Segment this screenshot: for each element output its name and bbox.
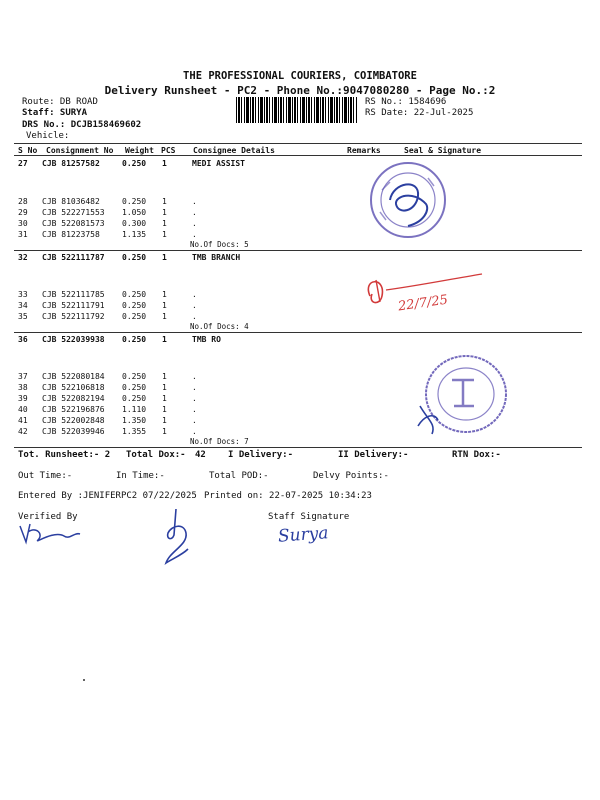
row-dot: . bbox=[192, 394, 197, 403]
row-sno: 27 bbox=[18, 159, 28, 168]
entered-by-signature bbox=[158, 505, 198, 567]
col-header-pcs: PCS bbox=[161, 146, 176, 155]
row-sno: 29 bbox=[18, 208, 28, 217]
row-weight: 0.250 bbox=[122, 290, 147, 299]
row-cno: CJB 522082194 bbox=[42, 394, 105, 403]
col-header-consignment: Consignment No bbox=[46, 146, 114, 155]
row-sno: 39 bbox=[18, 394, 28, 403]
entered-by: Entered By :JENIFERPC2 07/22/2025 bbox=[18, 491, 197, 501]
tmb-ro-stamp bbox=[414, 350, 514, 440]
row-pcs: 1 bbox=[162, 159, 167, 168]
printed-on: Printed on: 22-07-2025 10:34:23 bbox=[204, 491, 372, 501]
row-weight: 1.135 bbox=[122, 230, 147, 239]
row-pcs: 1 bbox=[162, 230, 167, 239]
medi-assist-stamp bbox=[368, 160, 448, 240]
row-pcs: 1 bbox=[162, 219, 167, 228]
row-sno: 40 bbox=[18, 405, 28, 414]
row-cno: CJB 81257582 bbox=[42, 159, 100, 168]
row-sno: 38 bbox=[18, 383, 28, 392]
company-title: THE PROFESSIONAL COURIERS, COIMBATORE bbox=[183, 70, 417, 82]
staff-signature: Surya bbox=[277, 523, 330, 547]
col-header-seal: Seal & Signature bbox=[404, 146, 482, 155]
stray-dot bbox=[83, 679, 85, 681]
row-pcs: 1 bbox=[162, 372, 167, 381]
docs-count: No.Of Docs: 5 bbox=[190, 240, 249, 249]
ii-delivery: II Delivery:- bbox=[338, 450, 409, 460]
row-cno: CJB 522080184 bbox=[42, 372, 105, 381]
row-cno: CJB 522111787 bbox=[42, 253, 105, 262]
row-weight: 0.250 bbox=[122, 159, 147, 168]
col-header-remarks: Remarks bbox=[347, 146, 381, 155]
row-sno: 42 bbox=[18, 427, 28, 436]
runsheet-subtitle: Delivery Runsheet - PC2 - Phone No.:9047080280 - Page No.:2 bbox=[104, 84, 496, 97]
row-dot: . bbox=[192, 427, 197, 436]
row-pcs: 1 bbox=[162, 394, 167, 403]
row-sno: 35 bbox=[18, 312, 28, 321]
row-cno: CJB 522196876 bbox=[42, 405, 105, 414]
row-cno: CJB 522106818 bbox=[42, 383, 105, 392]
barcode bbox=[236, 97, 358, 123]
row-sno: 41 bbox=[18, 416, 28, 425]
row-pcs: 1 bbox=[162, 312, 167, 321]
consignee-name: MEDI ASSIST bbox=[192, 159, 245, 168]
row-dot: . bbox=[192, 372, 197, 381]
docs-count: No.Of Docs: 7 bbox=[190, 437, 249, 446]
row-pcs: 1 bbox=[162, 416, 167, 425]
row-cno: CJB 81223758 bbox=[42, 230, 100, 239]
row-pcs: 1 bbox=[162, 301, 167, 310]
row-weight: 0.250 bbox=[122, 394, 147, 403]
vehicle-label: Vehicle: bbox=[26, 131, 70, 141]
row-dot: . bbox=[192, 208, 197, 217]
handwritten-date: 22/7/25 bbox=[397, 292, 449, 315]
row-pcs: 1 bbox=[162, 290, 167, 299]
row-dot: . bbox=[192, 383, 197, 392]
total-dox-label: Total Dox:- bbox=[126, 450, 186, 460]
row-pcs: 1 bbox=[162, 383, 167, 392]
row-sno: 37 bbox=[18, 372, 28, 381]
col-header-consignee: Consignee Details bbox=[193, 146, 275, 155]
docs-count: No.Of Docs: 4 bbox=[190, 322, 249, 331]
tot-runsheet: Tot. Runsheet:- 2 bbox=[18, 450, 111, 460]
row-pcs: 1 bbox=[162, 405, 167, 414]
row-weight: 0.250 bbox=[122, 312, 147, 321]
row-weight: 0.300 bbox=[122, 219, 147, 228]
total-pod: Total POD:- bbox=[209, 471, 269, 481]
row-dot: . bbox=[192, 197, 197, 206]
row-weight: 1.050 bbox=[122, 208, 147, 217]
row-sno: 36 bbox=[18, 335, 28, 344]
row-cno: CJB 81036482 bbox=[42, 197, 100, 206]
row-weight: 0.250 bbox=[122, 301, 147, 310]
drs-number: DRS No.: DCJB158469602 bbox=[22, 120, 142, 130]
in-time: In Time:- bbox=[116, 471, 165, 481]
row-sno: 30 bbox=[18, 219, 28, 228]
row-pcs: 1 bbox=[162, 427, 167, 436]
row-cno: CJB 522081573 bbox=[42, 219, 105, 228]
col-header-weight: Weight bbox=[125, 146, 154, 155]
col-header-sno: S No bbox=[18, 146, 38, 155]
rs-number: RS No.: 1584696 bbox=[365, 97, 447, 107]
row-pcs: 1 bbox=[162, 208, 167, 217]
row-cno: CJB 522039938 bbox=[42, 335, 105, 344]
row-weight: 0.250 bbox=[122, 335, 147, 344]
row-dot: . bbox=[192, 230, 197, 239]
out-time: Out Time:- bbox=[18, 471, 73, 481]
delvy-points: Delvy Points:- bbox=[313, 471, 389, 481]
row-sno: 28 bbox=[18, 197, 28, 206]
row-dot: . bbox=[192, 301, 197, 310]
row-weight: 0.250 bbox=[122, 383, 147, 392]
row-cno: CJB 522002848 bbox=[42, 416, 105, 425]
row-weight: 1.355 bbox=[122, 427, 147, 436]
row-cno: CJB 522111785 bbox=[42, 290, 105, 299]
row-dot: . bbox=[192, 405, 197, 414]
consignee-name: TMB BRANCH bbox=[192, 253, 241, 262]
row-dot: . bbox=[192, 312, 197, 321]
row-dot: . bbox=[192, 416, 197, 425]
consignee-name: TMB RO bbox=[192, 335, 221, 344]
row-sno: 33 bbox=[18, 290, 28, 299]
row-weight: 1.110 bbox=[122, 405, 147, 414]
row-dot: . bbox=[192, 290, 197, 299]
rs-date: RS Date: 22-Jul-2025 bbox=[365, 108, 474, 118]
rtn-dox: RTN Dox:- bbox=[452, 450, 501, 460]
i-delivery: I Delivery:- bbox=[228, 450, 294, 460]
row-pcs: 1 bbox=[162, 197, 167, 206]
row-weight: 1.350 bbox=[122, 416, 147, 425]
staff-signature-label: Staff Signature bbox=[268, 512, 350, 522]
row-sno: 34 bbox=[18, 301, 28, 310]
verified-by: Verified By bbox=[18, 512, 78, 522]
row-weight: 0.250 bbox=[122, 253, 147, 262]
total-dox-value: 42 bbox=[195, 450, 206, 460]
row-sno: 32 bbox=[18, 253, 28, 262]
staff-label: Staff: SURYA bbox=[22, 108, 88, 118]
row-pcs: 1 bbox=[162, 335, 167, 344]
row-cno: CJB 522271553 bbox=[42, 208, 105, 217]
row-cno: CJB 522111791 bbox=[42, 301, 105, 310]
row-weight: 0.250 bbox=[122, 372, 147, 381]
row-cno: CJB 522039946 bbox=[42, 427, 105, 436]
route-label: Route: DB ROAD bbox=[22, 97, 98, 107]
row-cno: CJB 522111792 bbox=[42, 312, 105, 321]
row-weight: 0.250 bbox=[122, 197, 147, 206]
verified-by-signature bbox=[14, 516, 84, 546]
row-sno: 31 bbox=[18, 230, 28, 239]
row-dot: . bbox=[192, 219, 197, 228]
row-pcs: 1 bbox=[162, 253, 167, 262]
